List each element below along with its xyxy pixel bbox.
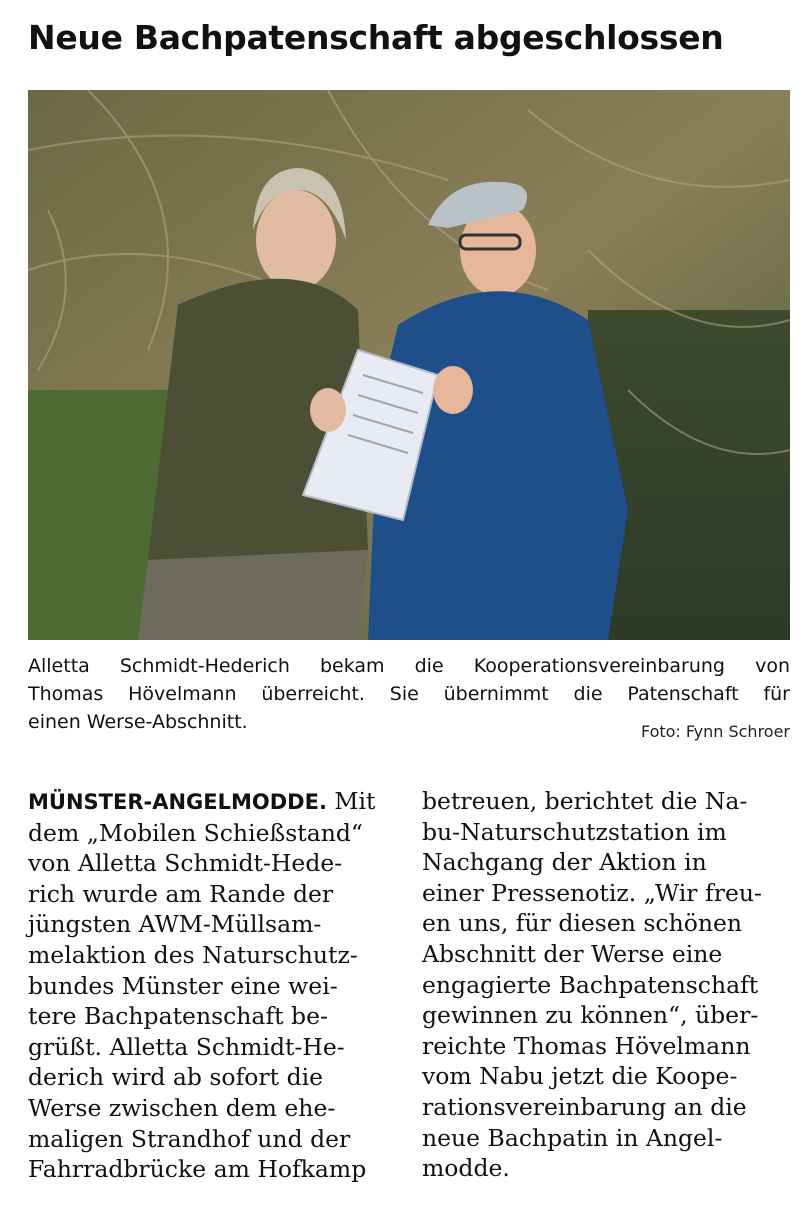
article-line: tere Bachpatenschaft be- <box>28 1002 328 1031</box>
photo-two-people-holding-document-icon <box>28 90 790 640</box>
article-line: Fahrradbrücke am Hofkamp <box>28 1155 367 1184</box>
article-line: Werse zwischen dem ehe- <box>28 1093 336 1122</box>
article-line: rich wurde am Rande der <box>28 879 334 908</box>
article-line: Abschnitt der Werse eine <box>422 939 723 968</box>
article-photo <box>28 90 790 640</box>
headline: Neue Bachpatenschaft abgeschlossen <box>28 18 724 57</box>
article-line: gewinnen zu können“, über- <box>422 1001 759 1030</box>
article-line: vom Nabu jetzt die Koope- <box>422 1062 738 1091</box>
article-line: derich wird ab sofort die <box>28 1063 324 1092</box>
article-line: maligen Strandhof und der <box>28 1124 351 1153</box>
article-line: Nachgang der Aktion in <box>422 848 707 877</box>
article-line: einer Pressenotiz. „Wir freu- <box>422 878 762 907</box>
article-line: rationsvereinbarung an die <box>422 1092 747 1121</box>
article-line: bu-Naturschutzstation im <box>422 817 727 846</box>
article-line: engagierte Bachpatenschaft <box>422 970 759 999</box>
dateline: MÜNSTER-ANGELMODDE. <box>28 790 327 814</box>
article-line: reichte Thomas Hövelmann <box>422 1031 751 1060</box>
article-line <box>28 786 403 818</box>
article-line: dem „Mobilen Schießstand“ <box>28 818 363 847</box>
photo-credit: Foto: Fynn Schroer <box>640 722 790 741</box>
article-line: melaktion des Naturschutz- <box>28 940 358 969</box>
article-line-text: Mit <box>326 787 376 815</box>
caption-line-2: Thomas Hövelmann überreicht. Sie übernimmt die Patenschaft für <box>28 683 790 705</box>
article-line: modde. <box>422 1154 510 1183</box>
article-line: betreuen, berichtet die Na- <box>422 787 748 815</box>
article-column-left <box>28 786 403 1185</box>
article-line: bundes Münster eine wei- <box>28 971 338 1000</box>
article-line: neue Bachpatin in Angel- <box>422 1123 723 1152</box>
caption-line-3: einen Werse-Abschnitt. <box>28 711 248 733</box>
caption-line-1: Alletta Schmidt-Hederich bekam die Kooperationsvereinbarung von <box>28 655 790 677</box>
article-line: jüngsten AWM-Müllsam- <box>28 910 322 939</box>
article-line: grüßt. Alletta Schmidt-He- <box>28 1032 345 1061</box>
article-line: von Alletta Schmidt-Hede- <box>28 849 343 878</box>
article-line: en uns, für diesen schönen <box>422 909 743 938</box>
article-column-right <box>422 786 797 1184</box>
